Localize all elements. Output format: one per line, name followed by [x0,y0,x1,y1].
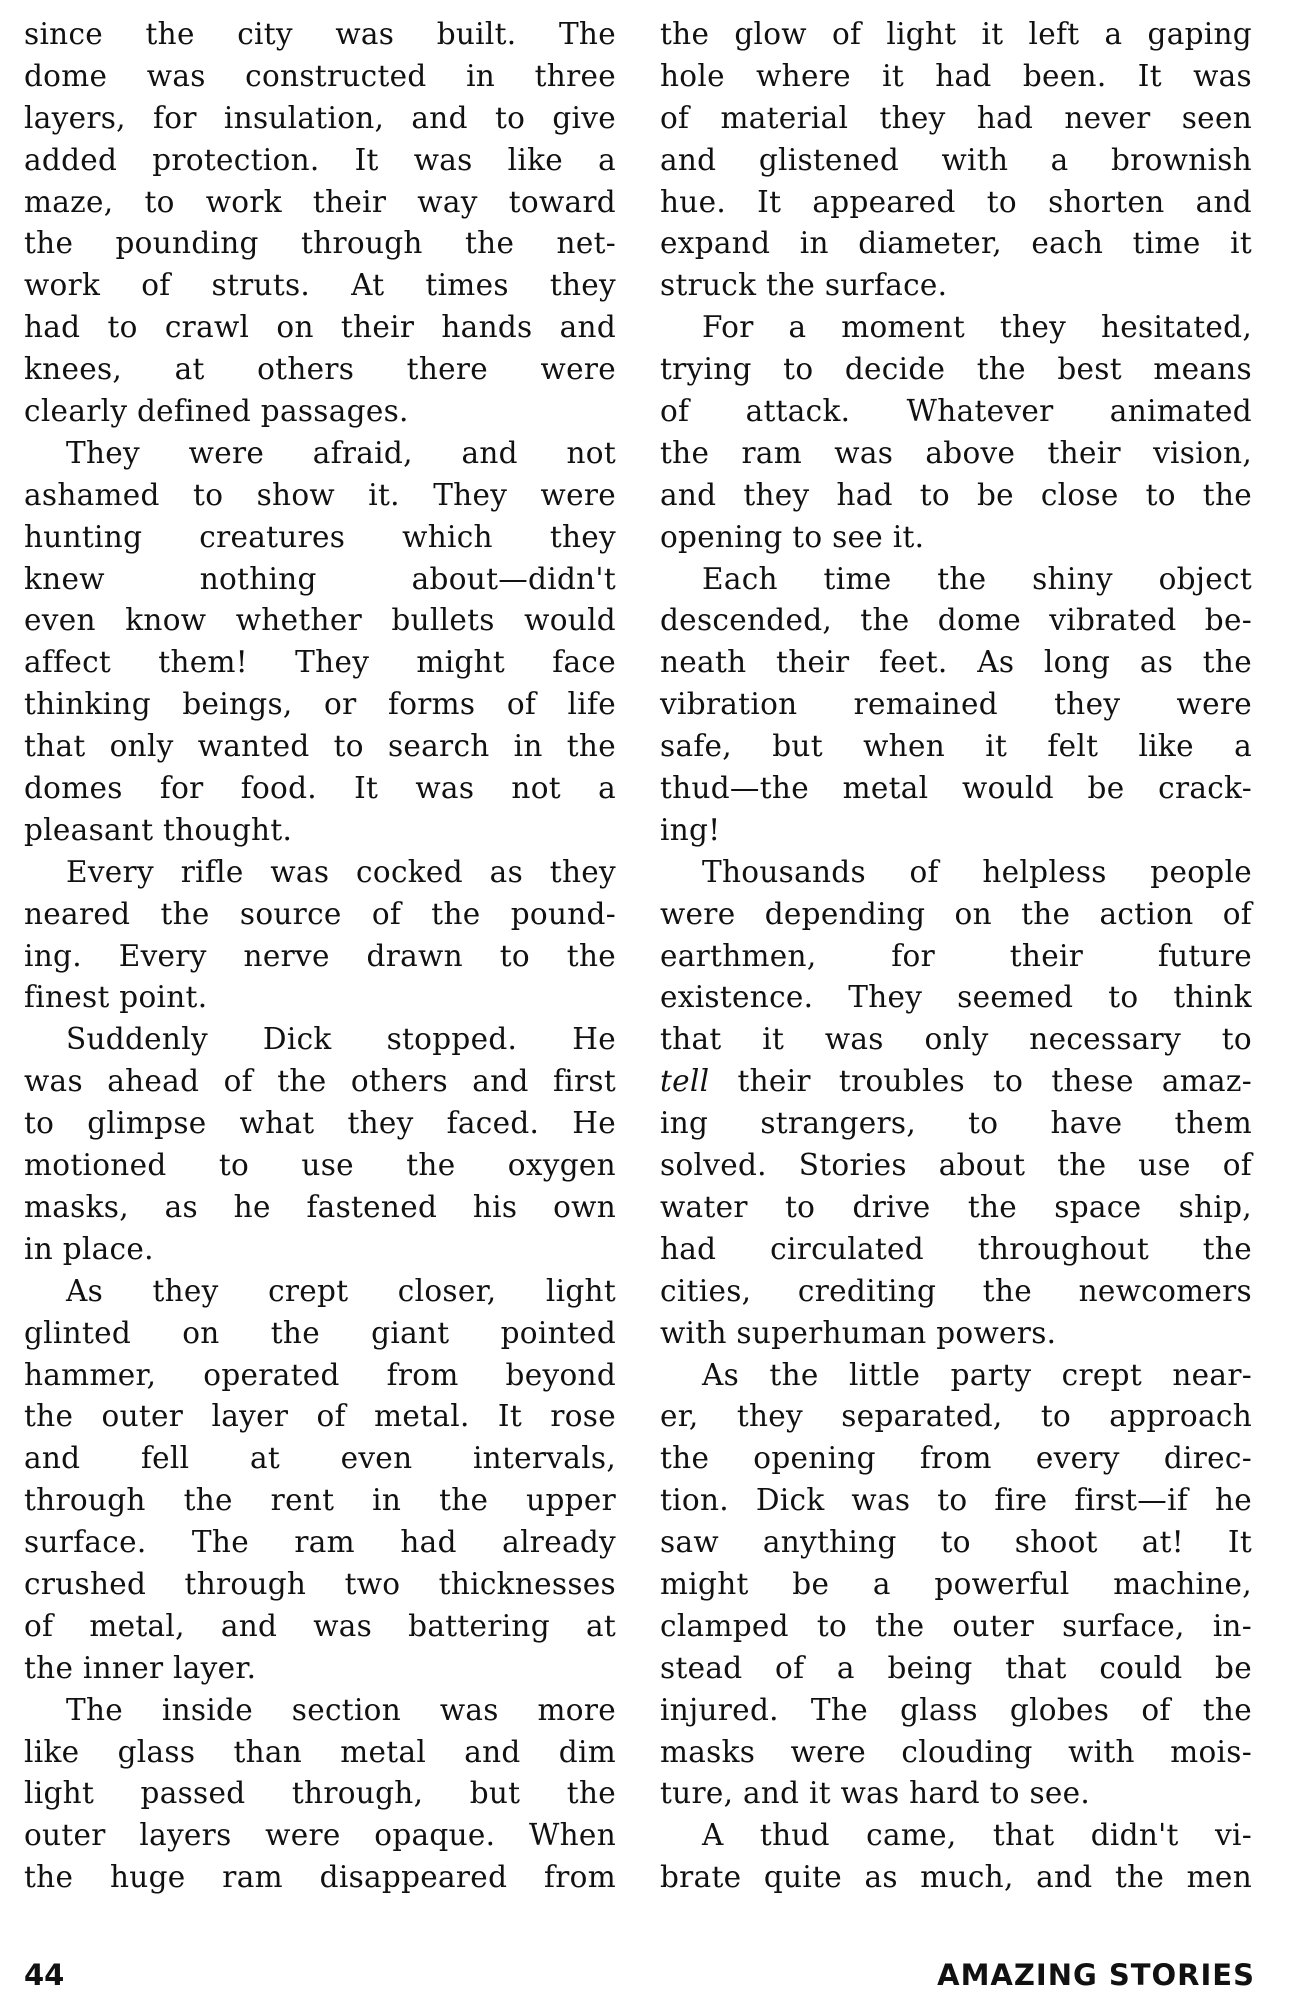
text-line: struck the surface. [660,268,948,303]
italic-word: tell [660,1064,710,1099]
text-line: light passed through, but the [24,1776,616,1811]
text-line: thinking beings, or forms of life [24,687,616,722]
text-line: Every rifle was cocked as they [66,854,616,889]
text-line: maze, to work their way toward [24,184,616,219]
text-line: the huge ram disappeared from [24,1860,616,1895]
text-line: water to drive the space ship, [660,1189,1252,1224]
text-line: might be a powerful machine, [660,1566,1252,1601]
text-line: cities, crediting the newcomers [660,1273,1252,1308]
text-line: stead of a being that could be [660,1650,1252,1685]
text-line: opening to see it. [660,519,925,554]
text-line: work of struts. At times they [24,268,616,303]
right-column [660,14,1252,1899]
text-line: hunting creatures which they [24,519,616,554]
text-line: descended, the dome vibrated be- [660,603,1252,638]
text-line: hole where it had been. It was [660,58,1252,93]
text-line: brate quite as much, and the men [660,1860,1252,1895]
text-line: hue. It appeared to shorten and [660,184,1252,219]
text-line: pleasant thought. [24,812,293,847]
text-line: the opening from every direc- [660,1441,1252,1476]
text-line: that only wanted to search in the [24,729,616,764]
text-line: masks were clouding with mois- [660,1734,1252,1769]
text-line: to glimpse what they faced. He [24,1106,616,1141]
text-line: since the city was built. The [24,17,616,51]
text-line: the glow of light it left a gaping [660,17,1252,51]
text-line: tion. Dick was to fire first—if he [660,1483,1252,1518]
text-line: with superhuman powers. [660,1315,1057,1350]
text-line: For a moment they hesitated, [702,310,1252,345]
text-line: knew nothing about—didn't [24,561,616,596]
text-line: of material they had never seen [660,100,1252,135]
text-line: neath their feet. As long as the [660,645,1252,680]
text-line: and they had to be close to the [660,477,1252,512]
text-line: layers, for insulation, and to give [24,100,616,135]
text-line: As they crept closer, light [66,1273,616,1308]
text-line: clearly defined passages. [24,394,409,429]
text-line: saw anything to shoot at! It [660,1525,1252,1560]
text-line: ing strangers, to have them [660,1106,1252,1141]
text-line: vibration remained they were [660,687,1252,722]
text-line: solved. Stories about the use of [660,1148,1252,1183]
text-line: domes for food. It was not a [24,771,616,806]
text-line: ing! [660,812,721,847]
text-line: They were afraid, and not [66,435,616,470]
text-line: of attack. Whatever animated [660,394,1252,429]
text-line: that it was only necessary to [660,1022,1252,1057]
text-line: glinted on the giant pointed [24,1315,616,1350]
text-line: in place. [24,1231,154,1266]
text-line: finest point. [24,980,208,1015]
text-line: A thud came, that didn't vi- [702,1818,1252,1853]
text-line: hammer, operated from beyond [24,1357,616,1392]
text-line: affect them! They might face [24,645,616,680]
text-line: had to crawl on their hands and [24,310,616,345]
text-line: dome was constructed in three [24,58,616,93]
text-line-rest: their troubles to these amaz- [709,1064,1252,1099]
text-line: and glistened with a brownish [660,142,1252,177]
text-line: Suddenly Dick stopped. He [66,1022,616,1057]
text-line: masks, as he fastened his own [24,1189,616,1224]
text-line: like glass than metal and dim [24,1734,616,1769]
running-title: AMAZING STORIES [937,1958,1255,1992]
left-column [24,14,616,1899]
text-line: was ahead of the others and first [24,1064,616,1099]
text-line: existence. They seemed to think [660,980,1252,1015]
text-line: As the little party crept near- [702,1357,1252,1392]
text-line: earthmen, for their future [660,938,1252,973]
text-line: were depending on the action of [660,896,1252,931]
text-line: surface. The ram had already [24,1525,616,1560]
text-line: trying to decide the best means [660,352,1252,387]
text-line: crushed through two thicknesses [24,1566,616,1601]
text-line: The inside section was more [66,1692,616,1727]
text-line: er, they separated, to approach [660,1399,1252,1434]
text-line: had circulated throughout the [660,1231,1252,1266]
text-line: the pounding through the net- [24,226,616,261]
text-line: clamped to the outer surface, in- [660,1608,1252,1643]
text-line: ing. Every nerve drawn to the [24,938,616,973]
text-line: ture, and it was hard to see. [660,1776,1091,1811]
text-line: even know whether bullets would [24,603,616,638]
text-line: thud—the metal would be crack- [660,771,1252,806]
text-line: motioned to use the oxygen [24,1148,616,1183]
text-line: neared the source of the pound- [24,896,616,931]
text-line: Each time the shiny object [702,561,1252,596]
text-line: safe, but when it felt like a [660,729,1252,764]
text-line: through the rent in the upper [24,1483,616,1518]
text-line: the outer layer of metal. It rose [24,1399,616,1434]
text-line: injured. The glass globes of the [660,1692,1252,1727]
text-line: and fell at even intervals, [24,1441,616,1476]
text-line: outer layers were opaque. When [24,1818,616,1853]
text-line: expand in diameter, each time it [660,226,1252,261]
text-line: the ram was above their vision, [660,435,1252,470]
text-line: of metal, and was battering at [24,1608,616,1643]
text-line-italic-start [660,1061,1252,1103]
text-line: ashamed to show it. They were [24,477,616,512]
text-line: Thousands of helpless people [702,854,1252,889]
text-line: added protection. It was like a [24,142,616,177]
text-line: the inner layer. [24,1650,257,1685]
text-line: knees, at others there were [24,352,616,387]
page-number: 44 [24,1958,65,1992]
